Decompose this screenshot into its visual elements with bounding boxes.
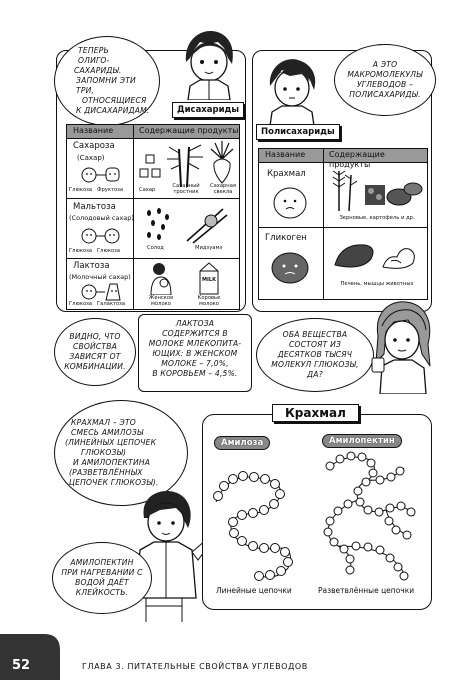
polysaccharides-table <box>258 148 428 300</box>
bubble-line-1: ТЕПЕРЬ <box>78 46 109 55</box>
info-text: МОЛОКЕ – 7,0%, <box>161 359 229 368</box>
page-footer <box>0 628 476 680</box>
speech-bubble-amylopectin <box>52 542 152 614</box>
unit-glucose-3: Глюкоза <box>97 248 121 254</box>
bubble-text: ГЛЮКОЗЫ) <box>81 448 127 457</box>
col-name-header: Название <box>73 126 114 135</box>
character-girl-top <box>178 28 240 100</box>
col-products-header: Содержащие продукты <box>329 150 385 169</box>
product-human-milk: Женское молоко <box>148 295 174 307</box>
speech-bubble-polysaccharides <box>334 44 436 116</box>
product-sugarcane: Сахарный тростник <box>172 183 200 195</box>
product-sugar: Сахар <box>139 187 156 193</box>
bubble-text: (ЛИНЕЙНЫХ ЦЕПОЧЕК <box>65 438 157 447</box>
glucose-fructose-molecules <box>75 165 131 185</box>
bubble-text: ДА? <box>307 370 323 379</box>
mizuame-chopsticks-icon <box>183 205 229 245</box>
character-girl-right <box>368 296 438 394</box>
product-grains-potato: Зерновые, картофель и др. <box>339 215 415 221</box>
product-sugar-beet: Сахарная свекла <box>209 183 237 195</box>
character-boy-top <box>262 56 322 126</box>
unit-glucose-1: Глюкоза <box>69 187 93 193</box>
speech-bubble-properties <box>54 318 136 386</box>
bubble-text: КРАХМАЛ – ЭТО <box>71 418 136 427</box>
bubble-text: ЦЕПОЧЕК ГЛЮКОЗЫ). <box>69 478 159 487</box>
bubble-text: (РАЗВЕТВЛЁННЫХ <box>69 468 143 477</box>
bubble-text: УГЛЕВОДОВ – <box>356 80 414 89</box>
disaccharides-header: Дисахариды <box>172 102 244 118</box>
bubble-line-6: К ДИСАХАРИДАМ. <box>76 106 150 115</box>
glucose-glucose-molecules <box>75 226 131 246</box>
row-lactose-sub: (Молочный сахар) <box>69 273 131 281</box>
bubble-text: КЛЕЙКОСТЬ. <box>75 588 129 597</box>
bubble-text: МАКРОМОЛЕКУЛЫ <box>347 70 423 79</box>
bubble-text: ВИДНО, ЧТО <box>69 332 121 341</box>
bubble-text: МОЛЕКУЛ ГЛЮКОЗЫ, <box>271 360 359 369</box>
bubble-line-5: ОТНОСЯЩИЕСЯ <box>82 96 147 105</box>
row-sucrose-sub: (Сахар) <box>77 154 105 162</box>
info-text: В КОРОВЬЕМ – 4,5%. <box>152 369 238 378</box>
bubble-text: И АМИЛОПЕКТИНА <box>73 458 151 467</box>
glucose-galactose-molecules <box>75 282 131 302</box>
bubble-text: ЗАВИСЯТ ОТ <box>69 352 121 361</box>
bubble-text: ВОДОЙ ДАЁТ <box>75 578 129 587</box>
bubble-text: ПОЛИСАХАРИДЫ. <box>349 90 421 99</box>
row-sucrose-name: Сахароза <box>73 141 115 151</box>
bubble-text: АМИЛОПЕКТИН <box>70 558 134 567</box>
milk-carton-label: MILK <box>202 277 216 283</box>
row-maltose-sub: (Солодовый сахар) <box>69 214 134 222</box>
row-lactose-name: Лактоза <box>73 261 110 271</box>
product-mizuame: Мидзуамэ <box>195 245 223 251</box>
speech-bubble-glucose-units <box>256 318 374 392</box>
bubble-text: КОМБИНАЦИИ. <box>64 362 126 371</box>
liver-muscle-icon <box>331 237 423 277</box>
row-glycogen-name: Гликоген <box>265 233 307 243</box>
bubble-text: ПРИ НАГРЕВАНИИ С <box>61 568 143 577</box>
bubble-text: А ЭТО <box>372 60 398 69</box>
unit-galactose: Галактоза <box>97 301 126 307</box>
amylopectin-chain-diagram <box>310 446 428 582</box>
amylose-chain-diagram <box>208 452 308 582</box>
info-text: ЛАКТОЗА <box>175 319 215 328</box>
col-products-header: Содержащие продукты <box>139 126 239 135</box>
disaccharides-table <box>66 124 240 310</box>
glycogen-molecule-icon <box>269 249 311 287</box>
amylopectin-label: Амилопектин <box>322 434 402 448</box>
lactose-info-box <box>138 314 252 392</box>
bubble-text: СОСТОЯТ ИЗ <box>288 340 342 349</box>
unit-glucose-4: Глюкоза <box>69 301 93 307</box>
chapter-title: ГЛАВА 3. ПИТАТЕЛЬНЫЕ СВОЙСТВА УГЛЕВОДОВ <box>82 662 308 671</box>
product-liver-muscle: Печень, мышцы животных <box>340 281 414 287</box>
row-maltose-name: Мальтоза <box>73 202 116 212</box>
info-text: ЮЩИХ: В ЖЕНСКОМ <box>152 349 238 358</box>
bubble-line-2: ОЛИГО- <box>78 56 110 65</box>
bubble-line-3: САХАРИДЫ. <box>74 66 122 75</box>
col-name-header: Название <box>265 150 306 159</box>
bubble-text: СВОЙСТВА <box>72 342 118 351</box>
sugarcane-icon <box>167 143 203 187</box>
speech-bubble-oligosaccharides <box>54 36 160 126</box>
caption-branched-chains: Разветвлённые цепочки <box>318 586 415 595</box>
info-text: СОДЕРЖИТСЯ В <box>162 329 228 338</box>
bubble-text: СМЕСЬ АМИЛОЗЫ <box>71 428 144 437</box>
product-malt: Солод <box>147 245 164 251</box>
sugar-cubes-icon <box>137 153 163 183</box>
page-number-tab <box>0 628 62 680</box>
caption-linear-chains: Линейные цепочки <box>216 586 292 595</box>
page-number: 52 <box>12 658 31 673</box>
bubble-text: ОБА ВЕЩЕСТВА <box>282 330 348 339</box>
polysaccharides-header: Полисахариды <box>256 124 340 140</box>
table-header <box>67 125 239 139</box>
grains-potatoes-icon <box>329 167 423 213</box>
row-starch-name: Крахмал <box>267 169 306 179</box>
unit-glucose-2: Глюкоза <box>69 248 93 254</box>
info-text: МОЛОКЕ МЛЕКОПИТА- <box>148 339 242 348</box>
malt-grains-icon <box>143 207 173 241</box>
amylose-label: Амилоза <box>214 436 270 450</box>
product-cow-milk: Коровье молоко <box>197 295 221 307</box>
sugar-beet-icon <box>209 141 235 185</box>
bubble-text: ДЕСЯТКОВ ТЫСЯЧ <box>277 350 353 359</box>
mother-baby-icon <box>147 261 175 295</box>
table-header <box>259 149 427 169</box>
bubble-line-4: ЗАПОМНИ ЭТИ ТРИ, <box>76 76 136 95</box>
starch-panel-title: Крахмал <box>272 404 359 422</box>
starch-molecule-icon <box>271 185 309 221</box>
unit-fructose: Фруктоза <box>97 187 124 193</box>
